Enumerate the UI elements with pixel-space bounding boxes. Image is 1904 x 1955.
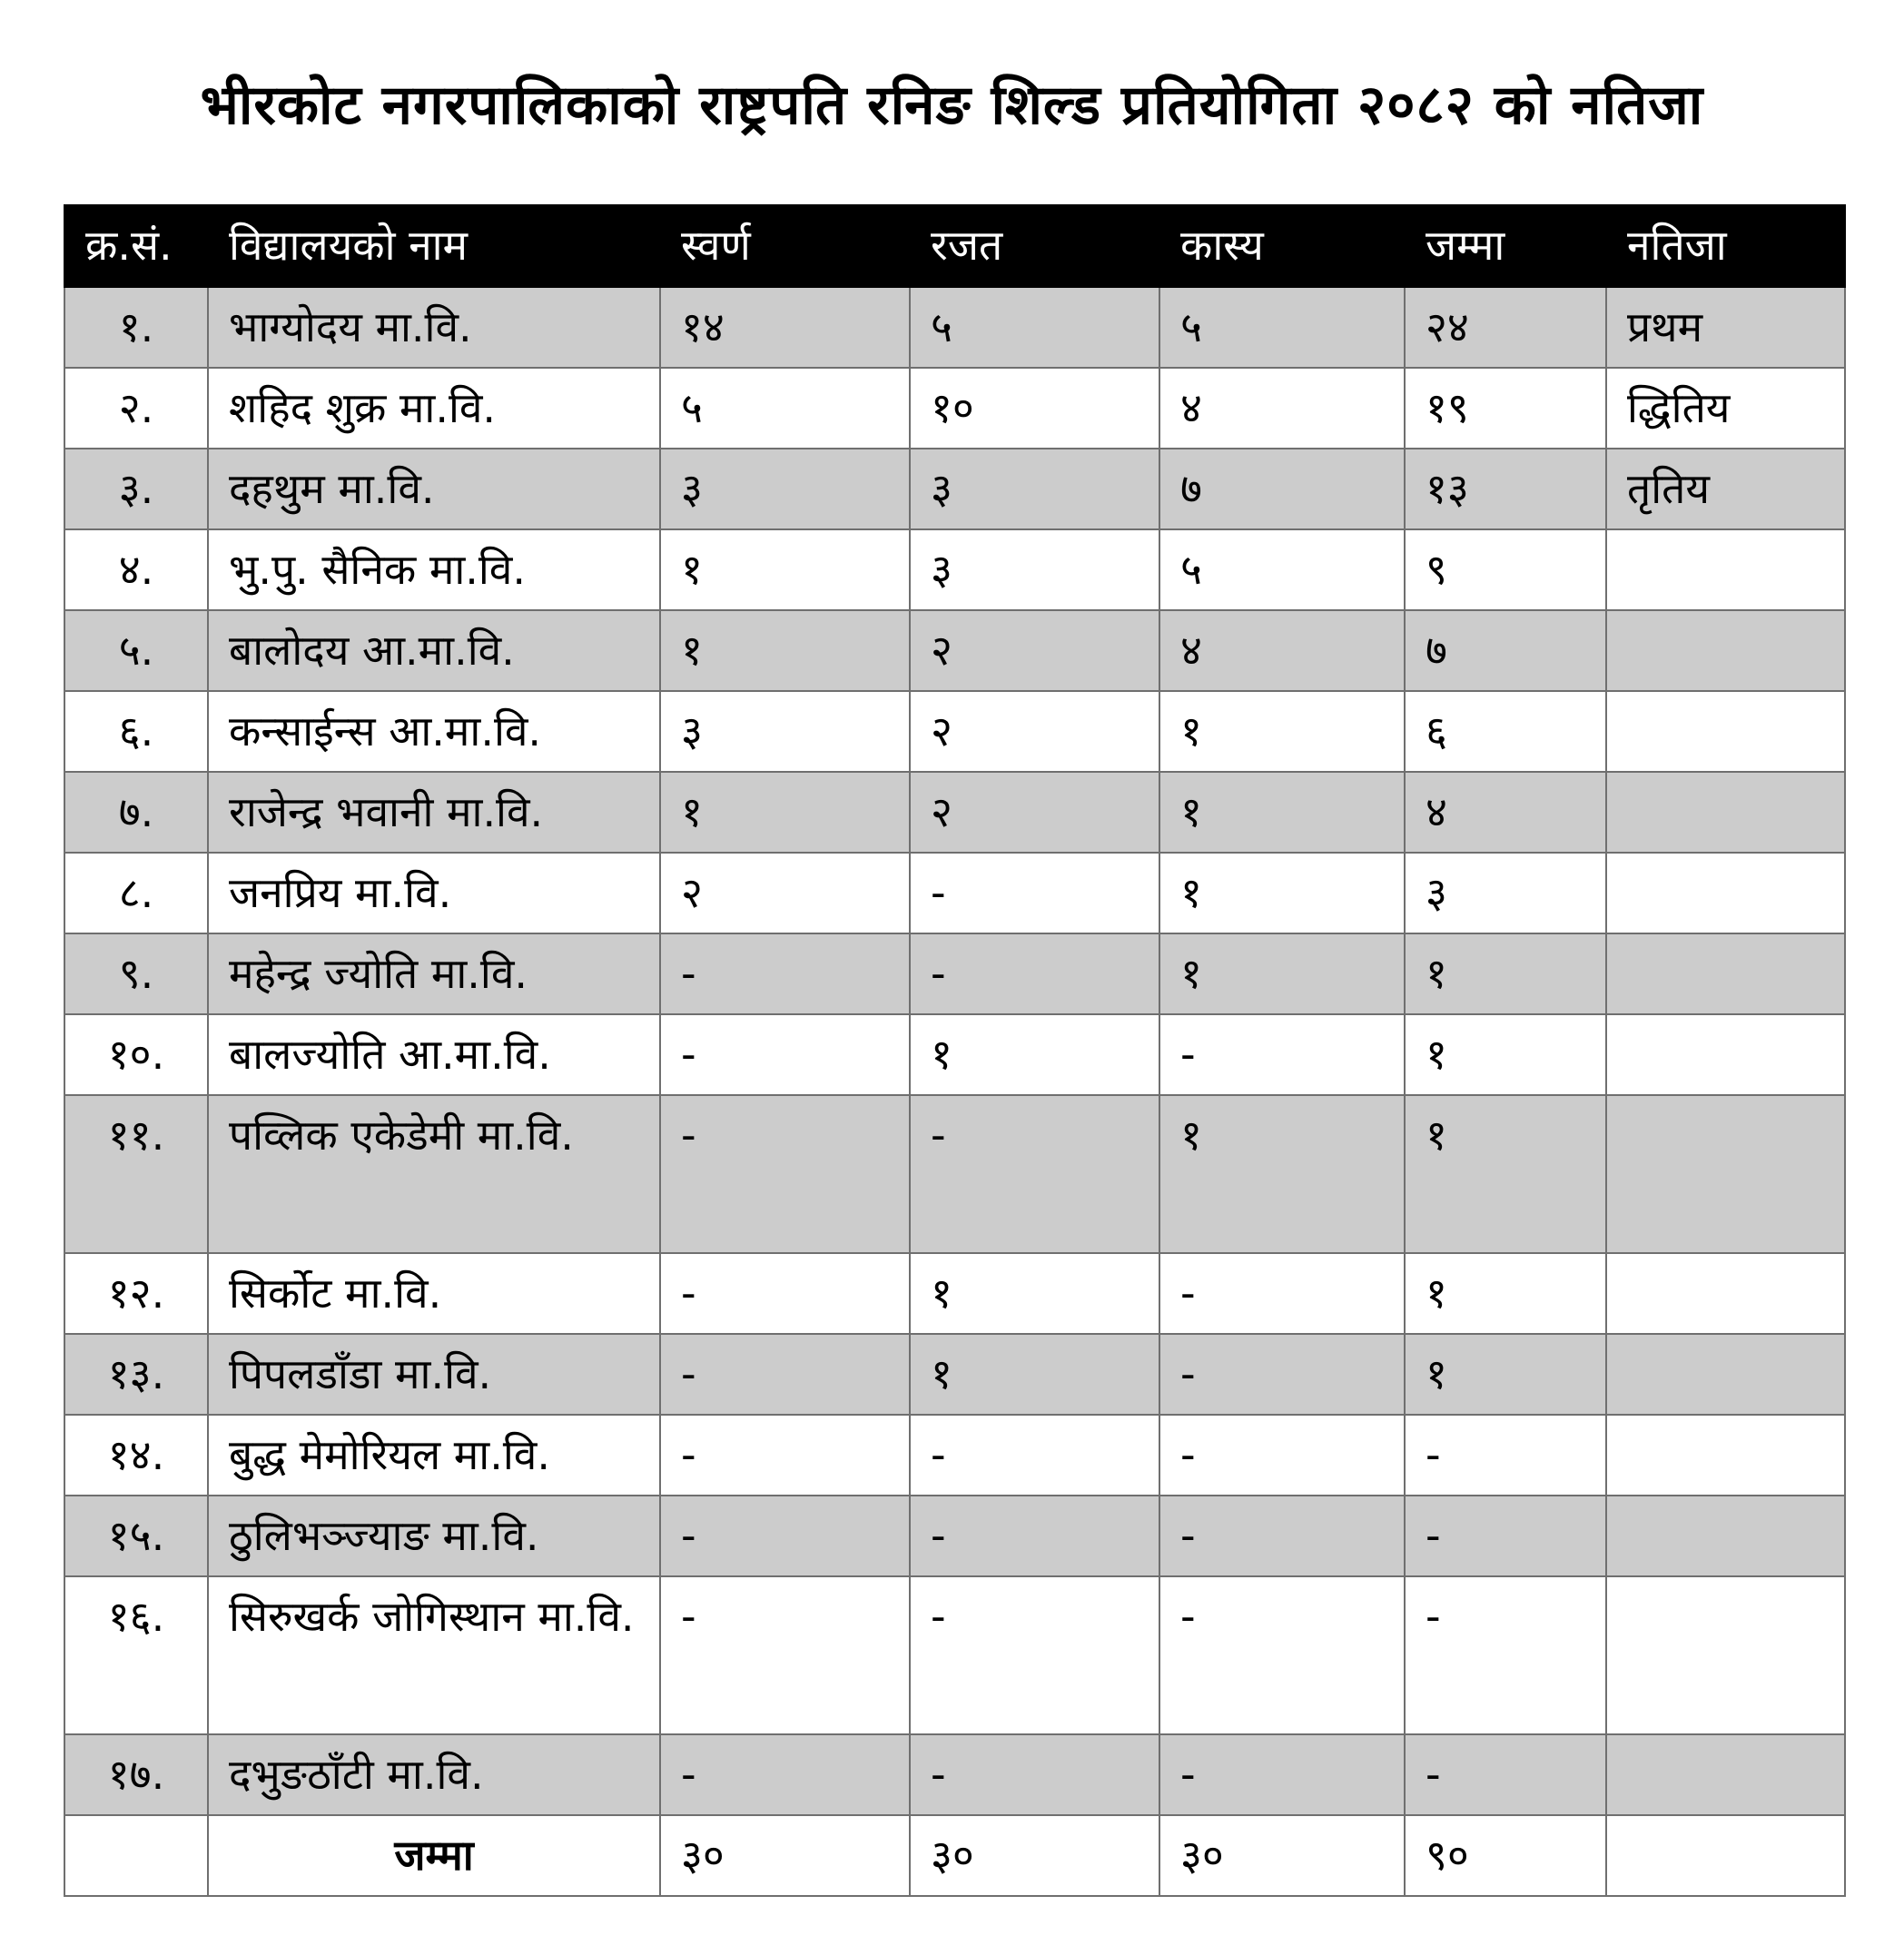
table-row	[64, 529, 1845, 610]
row-total: ४	[1405, 772, 1606, 853]
totals-silver: ३०	[910, 1815, 1159, 1896]
row-result	[1606, 1334, 1845, 1415]
totals-label: जम्मा	[208, 1815, 660, 1896]
table-row	[64, 1253, 1845, 1334]
row-serial: १२.	[64, 1253, 208, 1334]
row-total: १	[1405, 933, 1606, 1014]
row-serial: ६.	[64, 691, 208, 772]
row-result	[1606, 529, 1845, 610]
row-total: ६	[1405, 691, 1606, 772]
row-bronze: -	[1159, 1576, 1405, 1734]
row-school-name: भाग्योदय मा.वि.	[208, 287, 660, 368]
row-result	[1606, 1014, 1845, 1095]
table-row	[64, 1734, 1845, 1815]
row-silver: १	[910, 1334, 1159, 1415]
table-header-row	[64, 205, 1845, 287]
table-row	[64, 1415, 1845, 1496]
table-row	[64, 772, 1845, 853]
header-result: नतिजा	[1606, 205, 1845, 287]
row-total: १३	[1405, 449, 1606, 529]
table-row	[64, 1014, 1845, 1095]
row-silver: -	[910, 1095, 1159, 1253]
row-total: -	[1405, 1415, 1606, 1496]
row-bronze: ४	[1159, 610, 1405, 691]
row-serial: १६.	[64, 1576, 208, 1734]
row-serial: १५.	[64, 1496, 208, 1576]
row-serial: २.	[64, 368, 208, 449]
table-row	[64, 368, 1845, 449]
row-gold: -	[660, 1014, 910, 1095]
row-school-name: पिपलडाँडा मा.वि.	[208, 1334, 660, 1415]
row-bronze: -	[1159, 1253, 1405, 1334]
table-row	[64, 1334, 1845, 1415]
row-silver: १	[910, 1014, 1159, 1095]
results-table	[64, 204, 1846, 1897]
row-result	[1606, 1576, 1845, 1734]
table-row	[64, 449, 1845, 529]
row-silver: ३	[910, 529, 1159, 610]
row-gold: -	[660, 1253, 910, 1334]
row-silver: -	[910, 1734, 1159, 1815]
row-bronze: -	[1159, 1334, 1405, 1415]
row-gold: -	[660, 1496, 910, 1576]
row-gold: -	[660, 1734, 910, 1815]
row-bronze: ४	[1159, 368, 1405, 449]
table-row	[64, 933, 1845, 1014]
row-gold: १	[660, 610, 910, 691]
row-total: १९	[1405, 368, 1606, 449]
row-serial: ४.	[64, 529, 208, 610]
row-bronze: १	[1159, 853, 1405, 933]
row-silver: २	[910, 772, 1159, 853]
row-serial: ५.	[64, 610, 208, 691]
row-school-name: बुद्ध मेमोरियल मा.वि.	[208, 1415, 660, 1496]
row-serial: ८.	[64, 853, 208, 933]
totals-result	[1606, 1815, 1845, 1896]
table-row	[64, 1496, 1845, 1576]
row-serial: १३.	[64, 1334, 208, 1415]
row-gold: -	[660, 1415, 910, 1496]
row-school-name: ठुलिभञ्ज्याङ मा.वि.	[208, 1496, 660, 1576]
row-bronze: -	[1159, 1734, 1405, 1815]
row-result	[1606, 1734, 1845, 1815]
row-school-name: पव्लिक एकेडेमी मा.वि.	[208, 1095, 660, 1253]
row-serial: ३.	[64, 449, 208, 529]
row-silver: १	[910, 1253, 1159, 1334]
row-silver: -	[910, 1576, 1159, 1734]
row-result	[1606, 772, 1845, 853]
header-gold: स्वर्ण	[660, 205, 910, 287]
row-school-name: जनप्रिय मा.वि.	[208, 853, 660, 933]
row-result	[1606, 933, 1845, 1014]
table-row	[64, 1095, 1845, 1253]
row-total: १	[1405, 1014, 1606, 1095]
row-school-name: दभुङठाँटी मा.वि.	[208, 1734, 660, 1815]
row-gold: १	[660, 529, 910, 610]
row-total: १	[1405, 1095, 1606, 1253]
row-bronze: १	[1159, 1095, 1405, 1253]
row-silver: -	[910, 853, 1159, 933]
table-row	[64, 1576, 1845, 1734]
row-total: -	[1405, 1576, 1606, 1734]
row-result	[1606, 1095, 1845, 1253]
header-school-name: विद्यालयको नाम	[208, 205, 660, 287]
row-serial: १.	[64, 287, 208, 368]
row-total: -	[1405, 1734, 1606, 1815]
row-school-name: सिरुखर्क जोगिस्थान मा.वि.	[208, 1576, 660, 1734]
row-serial: ११.	[64, 1095, 208, 1253]
page-title: भीरकोट नगरपालिकाको राष्ट्रपति रनिङ शिल्ड प्रतियोगिता २०८२ को नतिजा	[200, 74, 1704, 137]
row-school-name: महेन्द्र ज्योति मा.वि.	[208, 933, 660, 1014]
row-total: -	[1405, 1496, 1606, 1576]
row-silver: २	[910, 691, 1159, 772]
row-school-name: राजेन्द्र भवानी मा.वि.	[208, 772, 660, 853]
row-school-name: बालज्योति आ.मा.वि.	[208, 1014, 660, 1095]
header-silver: रजत	[910, 205, 1159, 287]
row-gold: ३	[660, 449, 910, 529]
table-row	[64, 287, 1845, 368]
row-silver: -	[910, 1496, 1159, 1576]
row-school-name: भु.पु. सैनिक मा.वि.	[208, 529, 660, 610]
row-result: द्धितिय	[1606, 368, 1845, 449]
row-total: ३	[1405, 853, 1606, 933]
row-gold: १४	[660, 287, 910, 368]
row-bronze: ७	[1159, 449, 1405, 529]
row-serial: ७.	[64, 772, 208, 853]
row-total: १	[1405, 1253, 1606, 1334]
row-silver: १०	[910, 368, 1159, 449]
row-gold: १	[660, 772, 910, 853]
row-total: ९	[1405, 529, 1606, 610]
row-result: प्रथम	[1606, 287, 1845, 368]
row-silver: -	[910, 933, 1159, 1014]
row-gold: ३	[660, 691, 910, 772]
row-total: ७	[1405, 610, 1606, 691]
header-serial: क्र.सं.	[64, 205, 208, 287]
row-total: २४	[1405, 287, 1606, 368]
row-total: १	[1405, 1334, 1606, 1415]
row-school-name: सिर्कोट मा.वि.	[208, 1253, 660, 1334]
row-bronze: ५	[1159, 529, 1405, 610]
row-gold: -	[660, 1334, 910, 1415]
row-serial: १४.	[64, 1415, 208, 1496]
row-result: तृतिय	[1606, 449, 1845, 529]
row-silver: ३	[910, 449, 1159, 529]
totals-row	[64, 1815, 1845, 1896]
row-bronze: १	[1159, 933, 1405, 1014]
row-result	[1606, 1253, 1845, 1334]
row-bronze: ५	[1159, 287, 1405, 368]
row-school-name: कन्साईन्स आ.मा.वि.	[208, 691, 660, 772]
row-school-name: दहथुम मा.वि.	[208, 449, 660, 529]
row-gold: ५	[660, 368, 910, 449]
row-silver: २	[910, 610, 1159, 691]
row-gold: २	[660, 853, 910, 933]
row-bronze: -	[1159, 1496, 1405, 1576]
header-total: जम्मा	[1405, 205, 1606, 287]
totals-total: ९०	[1405, 1815, 1606, 1896]
row-result	[1606, 610, 1845, 691]
row-serial: १७.	[64, 1734, 208, 1815]
row-result	[1606, 1415, 1845, 1496]
row-gold: -	[660, 1095, 910, 1253]
row-gold: -	[660, 1576, 910, 1734]
row-silver: ५	[910, 287, 1159, 368]
totals-bronze: ३०	[1159, 1815, 1405, 1896]
totals-serial	[64, 1815, 208, 1896]
row-gold: -	[660, 933, 910, 1014]
row-school-name: शहिद शुक्र मा.वि.	[208, 368, 660, 449]
table-row	[64, 691, 1845, 772]
totals-gold: ३०	[660, 1815, 910, 1896]
row-serial: ९.	[64, 933, 208, 1014]
row-bronze: १	[1159, 772, 1405, 853]
row-school-name: बालोदय आ.मा.वि.	[208, 610, 660, 691]
table-row	[64, 853, 1845, 933]
row-result	[1606, 691, 1845, 772]
header-bronze: कास्य	[1159, 205, 1405, 287]
row-silver: -	[910, 1415, 1159, 1496]
row-result	[1606, 853, 1845, 933]
row-result	[1606, 1496, 1845, 1576]
row-bronze: -	[1159, 1014, 1405, 1095]
row-serial: १०.	[64, 1014, 208, 1095]
row-bronze: -	[1159, 1415, 1405, 1496]
table-row	[64, 610, 1845, 691]
row-bronze: १	[1159, 691, 1405, 772]
